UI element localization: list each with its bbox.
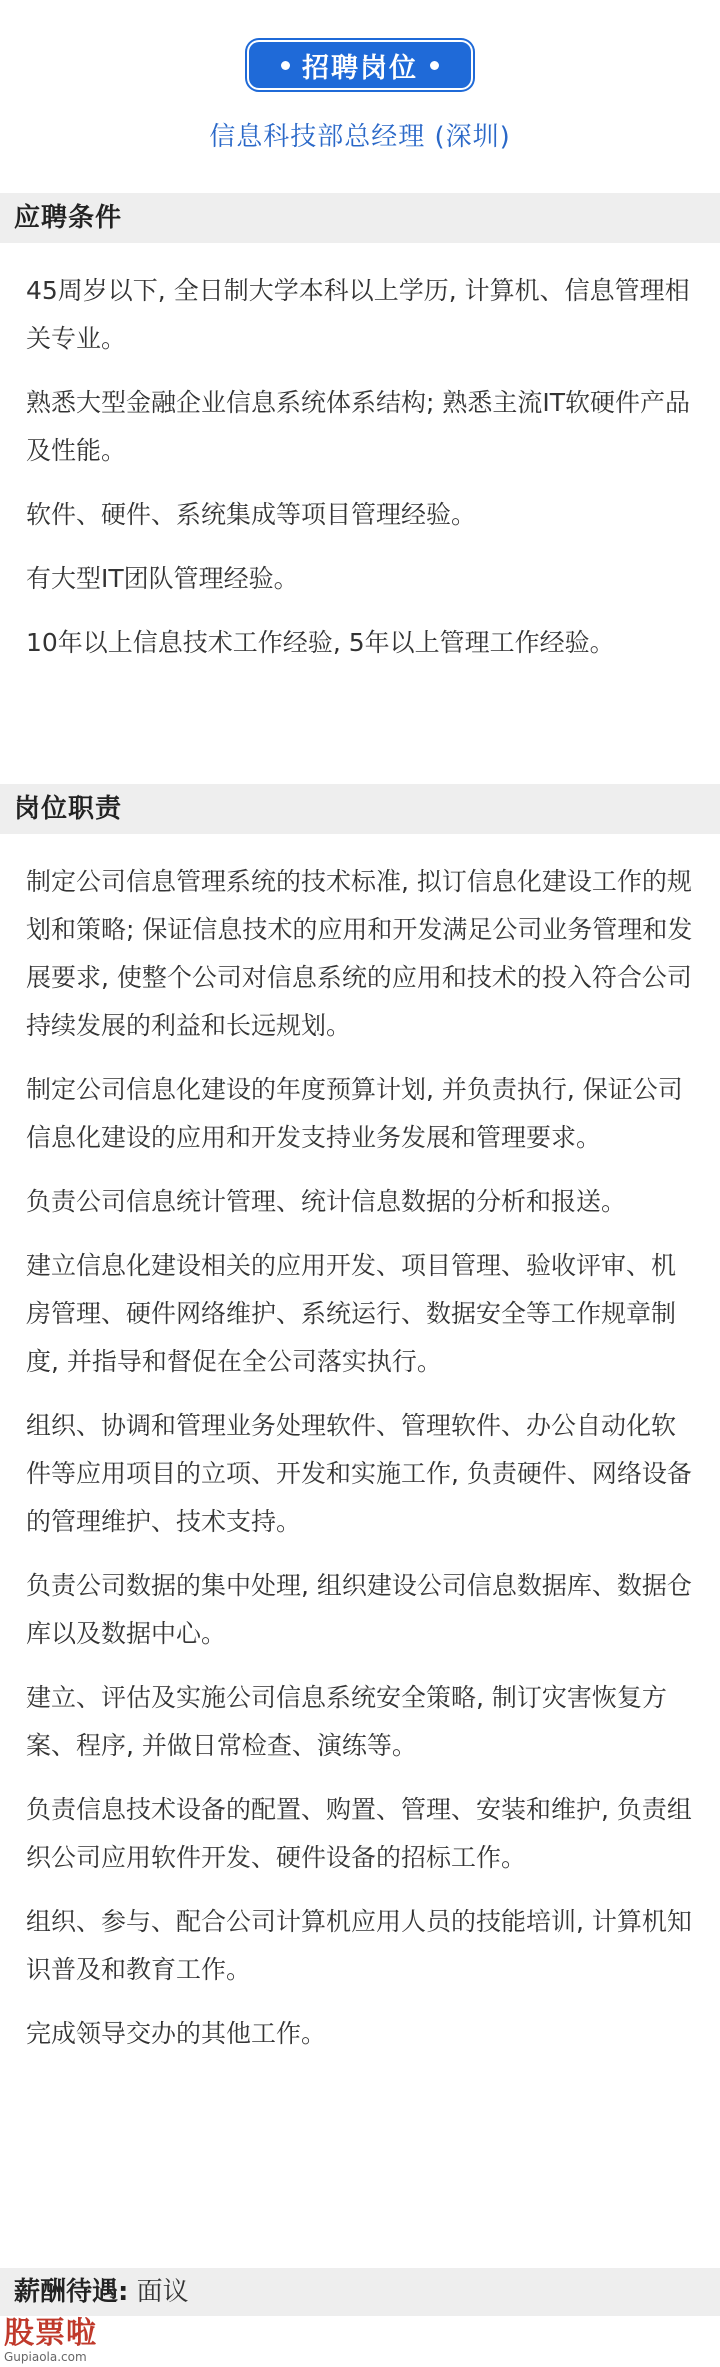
requirement-item: 10年以上信息技术工作经验, 5年以上管理工作经验。 — [26, 628, 615, 657]
salary-row — [0, 2268, 720, 2316]
requirements-heading: 应聘条件 — [0, 193, 720, 243]
title-badge — [249, 42, 471, 88]
watermark-text: 股票啦 — [4, 2316, 97, 2351]
position-title: 信息科技部总经理 (深圳) — [209, 122, 511, 152]
dot-icon — [430, 61, 439, 70]
badge-label: 招聘岗位 — [302, 52, 418, 84]
duty-item: 建立、评估及实施公司信息系统安全策略, 制订灾害恢复方案、程序, 并做日常检查、演练等。 — [26, 1683, 667, 1760]
duty-item: 完成领导交办的其他工作。 — [26, 2019, 327, 2048]
duty-item: 组织、参与、配合公司计算机应用人员的技能培训, 计算机知识普及和教育工作。 — [26, 1907, 692, 1984]
requirement-item: 45周岁以下, 全日制大学本科以上学历, 计算机、信息管理相关专业。 — [26, 276, 690, 353]
requirement-item: 有大型IT团队管理经验。 — [26, 564, 299, 593]
salary-label: 薪酬待遇: — [14, 2277, 129, 2307]
duty-item: 制定公司信息管理系统的技术标准, 拟订信息化建设工作的规划和策略; 保证信息技术的应用和开发满足公司业务管理和发展要求, 使整个公司对信息系统的应用和技术的投入符合公司持续发展的利益和长远规划。 — [26, 867, 693, 1040]
duty-item: 建立信息化建设相关的应用开发、项目管理、验收评审、机房管理、硬件网络维护、系统运行、数据安全等工作规章制度, 并指导和督促在全公司落实执行。 — [26, 1251, 677, 1376]
requirements-section — [0, 193, 720, 683]
duty-item: 负责公司信息统计管理、统计信息数据的分析和报送。 — [26, 1187, 627, 1216]
duty-item: 负责信息技术设备的配置、购置、管理、安装和维护, 负责组织公司应用软件开发、硬件设备的招标工作。 — [26, 1795, 692, 1872]
salary-value: 面议 — [128, 2277, 189, 2307]
requirement-item: 软件、硬件、系统集成等项目管理经验。 — [26, 500, 477, 529]
dot-icon — [281, 61, 290, 70]
watermark-logo — [4, 2318, 134, 2366]
duties-heading: 岗位职责 — [0, 784, 720, 834]
duty-item: 制定公司信息化建设的年度预算计划, 并负责执行, 保证公司信息化建设的应用和开发支持业务发展和管理要求。 — [26, 1075, 683, 1152]
duty-item: 负责公司数据的集中处理, 组织建设公司信息数据库、数据仓库以及数据中心。 — [26, 1571, 692, 1648]
duties-section — [0, 784, 720, 2074]
header — [0, 0, 720, 153]
duty-item: 组织、协调和管理业务处理软件、管理软件、办公自动化软件等应用项目的立项、开发和实施工作, 负责硬件、网络设备的管理维护、技术支持。 — [26, 1411, 692, 1536]
watermark-url: Gupiaola.com — [4, 2350, 87, 2364]
requirement-item: 熟悉大型金融企业信息系统体系结构; 熟悉主流IT软硬件产品及性能。 — [26, 388, 691, 465]
